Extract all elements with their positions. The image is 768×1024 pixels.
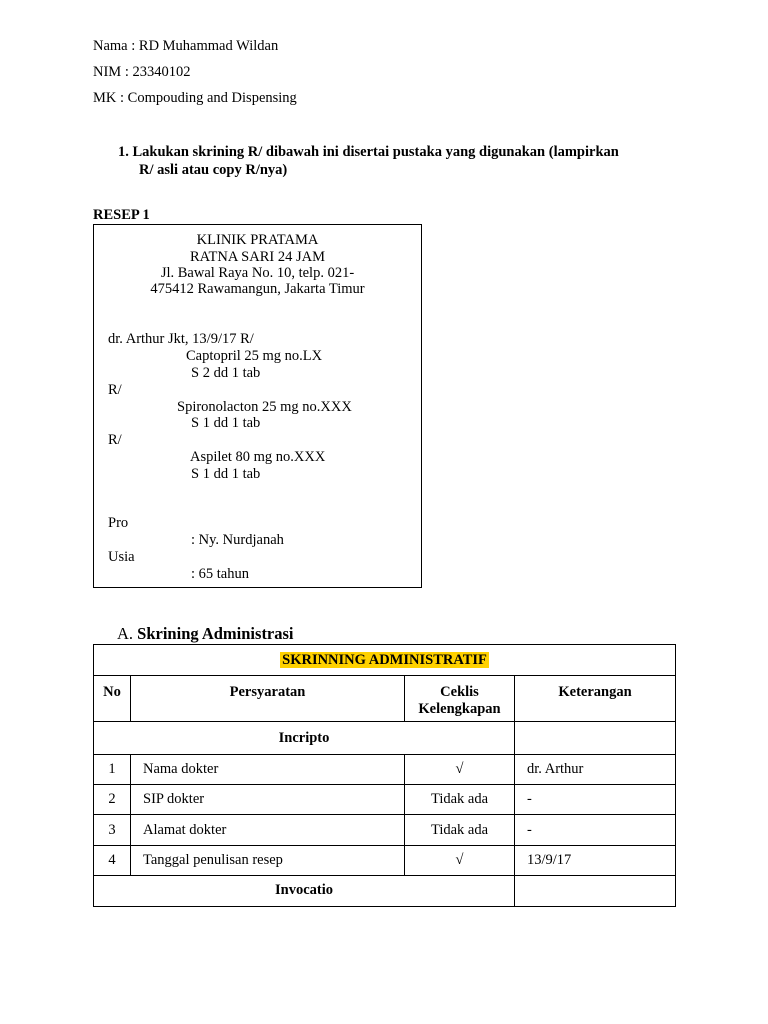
table-row	[94, 815, 676, 846]
header-keterangan: Keterangan	[515, 676, 676, 722]
row-no: 4	[94, 846, 131, 876]
row-keterangan: -	[515, 815, 676, 846]
row-persyaratan: SIP dokter	[131, 785, 405, 815]
row-keterangan: dr. Arthur	[515, 755, 676, 785]
section-a-title: Skrining Administrasi	[137, 624, 294, 643]
group-label-incripto: Incripto	[94, 722, 515, 755]
row-ceklis: √	[405, 846, 515, 876]
rx-symbol-2: R/	[108, 382, 122, 398]
section-a-heading	[117, 624, 294, 644]
rx-sig-3: S 1 dd 1 tab	[191, 466, 261, 482]
group-label-invocatio: Invocatio	[94, 876, 515, 907]
clinic-address-1: Jl. Bawal Raya No. 10, telp. 021-	[160, 265, 355, 281]
group-row-incripto	[94, 722, 676, 755]
course-name: MK : Compouding and Dispensing	[93, 90, 297, 106]
table-header-row	[94, 676, 676, 722]
row-no: 3	[94, 815, 131, 846]
student-nim: NIM : 23340102	[93, 64, 191, 80]
row-no: 2	[94, 785, 131, 815]
student-name: Nama : RD Muhammad Wildan	[93, 38, 279, 54]
header-persyaratan: Persyaratan	[131, 676, 405, 722]
row-no: 1	[94, 755, 131, 785]
row-ceklis: √	[405, 755, 515, 785]
rx-symbol-3: R/	[108, 432, 122, 448]
header-no: No	[94, 676, 131, 722]
pro-value: : Ny. Nurdjanah	[191, 532, 284, 548]
table-title: SKRINNING ADMINISTRATIF	[282, 651, 487, 668]
group-row-invocatio	[94, 876, 676, 907]
clinic-name: KLINIK PRATAMA	[196, 232, 319, 248]
row-persyaratan: Alamat dokter	[131, 815, 405, 846]
question-line-2: R/ asli atau copy R/nya)	[139, 162, 288, 178]
prescription-box	[93, 224, 422, 588]
rx-sig-2: S 1 dd 1 tab	[191, 415, 261, 431]
admin-screening-table	[93, 644, 676, 907]
row-keterangan: 13/9/17	[515, 846, 676, 876]
resep-heading: RESEP 1	[93, 207, 150, 223]
table-title-cell	[94, 645, 676, 676]
rx-drug-2: Spironolacton 25 mg no.XXX	[177, 399, 352, 415]
row-persyaratan: Nama dokter	[131, 755, 405, 785]
group-empty-cell	[515, 722, 676, 755]
row-ceklis: Tidak ada	[405, 815, 515, 846]
table-row	[94, 846, 676, 876]
age-label: Usia	[108, 549, 135, 565]
row-keterangan: -	[515, 785, 676, 815]
age-value: : 65 tahun	[191, 566, 249, 582]
table-row	[94, 785, 676, 815]
pro-label: Pro	[108, 515, 129, 531]
group-empty-cell	[515, 876, 676, 907]
row-ceklis: Tidak ada	[405, 785, 515, 815]
row-persyaratan: Tanggal penulisan resep	[131, 846, 405, 876]
header-ceklis: Ceklis Kelengkapan	[405, 676, 515, 722]
clinic-subtitle: RATNA SARI 24 JAM	[190, 249, 325, 265]
table-row	[94, 755, 676, 785]
clinic-address-2: 475412 Rawamangun, Jakarta Timur	[150, 281, 365, 297]
section-a-prefix: A.	[117, 624, 134, 643]
rx-drug-1: Captopril 25 mg no.LX	[186, 348, 323, 364]
rx-drug-3: Aspilet 80 mg no.XXX	[190, 449, 326, 465]
table-title-row	[94, 645, 676, 676]
doctor-line: dr. Arthur Jkt, 13/9/17 R/	[108, 331, 254, 347]
rx-sig-1: S 2 dd 1 tab	[191, 365, 261, 381]
question-line-1: 1. Lakukan skrining R/ dibawah ini disertai pustaka yang digunakan (lampirkan	[118, 144, 619, 160]
